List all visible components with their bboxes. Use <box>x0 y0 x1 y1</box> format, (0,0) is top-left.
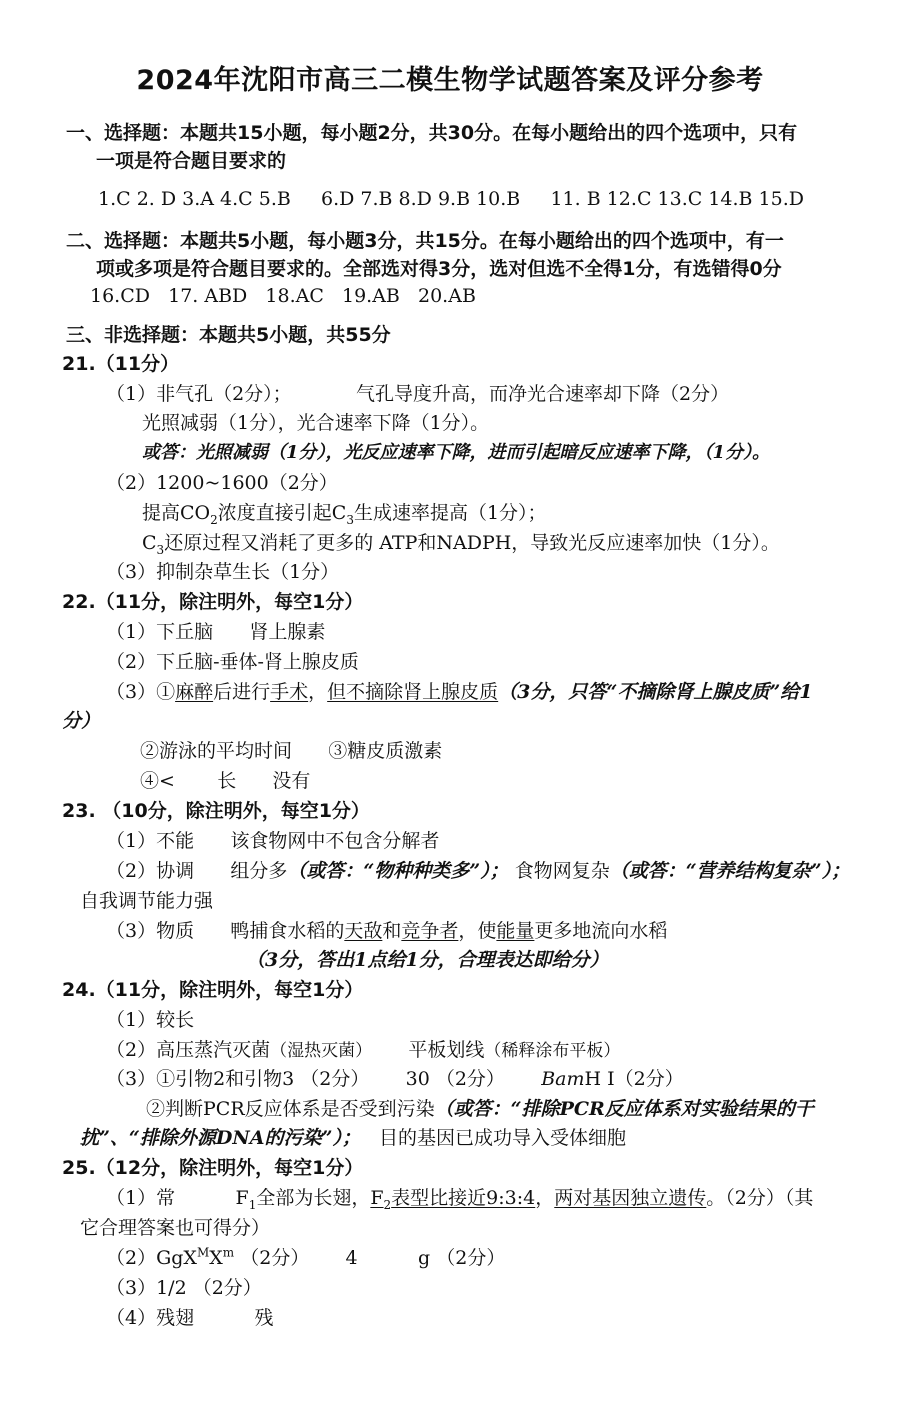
q22-part3-answer: （3）①麻醉后进行手术，但不摘除肾上腺皮质（3分，只答“不摘除肾上腺皮质”给1 <box>106 681 813 703</box>
q23-part3-note: （3分，答出1点给1分，合理表达即给分） <box>246 949 609 971</box>
q24-part3-answer: （3）①引物2和引物3 （2分） 30 （2分） BamH I（2分） <box>106 1068 684 1090</box>
section-1-heading-cont: 一项是符合题目要求的 <box>96 150 287 172</box>
q25-heading: 25.（12分，除注明外，每空1分） <box>62 1157 364 1179</box>
q24-part1-answer: （1）较长 <box>106 1009 195 1031</box>
q21-part1-answer-b: 气孔导度升高，而净光合速率却下降（2分） <box>356 383 730 405</box>
q24-part2-answer: （2）高压蒸汽灭菌（湿热灭菌） 平板划线（稀释涂布平板） <box>106 1039 621 1061</box>
q21-part2-answer-c: $C_3$还原过程又消耗了更多的 ATP和NADPH，导致光反应速率加快（1分）。 <box>142 532 780 557</box>
q22-part2-answer: （2）下丘脑-垂体-肾上腺皮质 <box>106 651 359 673</box>
q23-part1-answer: （1）不能 该食物网中不包含分解者 <box>106 830 440 852</box>
section-2-heading: 二、选择题：本题共5小题，每小题3分，共15分。在每小题给出的四个选项中，有一 <box>66 230 784 252</box>
q21-part2-answer-b: 提高$CO_2$浓度直接引起$C_3$生成速率提高（1分）； <box>142 502 547 527</box>
q25-part2-answer: $(2)GgX^MX^m$ （2分） 4 g （2分） <box>106 1245 506 1269</box>
q21-part1-answer-c: 光照减弱（1分），光合速率下降（1分）。 <box>142 412 490 434</box>
q25-part3-answer: （3）1/2 （2分） <box>106 1277 262 1299</box>
q23-part2-answer-cont: 自我调节能力强 <box>80 890 214 912</box>
q22-heading: 22.（11分，除注明外，每空1分） <box>62 591 364 613</box>
section-3-heading: 三、非选择题：本题共5小题，共55分 <box>66 324 391 346</box>
q25-part4-answer: （4）残翅 残 <box>106 1307 274 1329</box>
q21-part1-answer-a: （1）非气孔（2分）； <box>106 383 292 405</box>
q24-part3-answer-b-cont: 扰”、“排除外源DNA的污染”）； 目的基因已成功导入受体细胞 <box>80 1127 627 1149</box>
q21-part1-alt-answer: 或答：光照减弱（1分），光反应速率下降，进而引起暗反应速率下降，（1分）。 <box>142 442 771 463</box>
section-1-heading: 一、选择题：本题共15小题，每小题2分，共30分。在每小题给出的四个选项中，只有 <box>66 122 798 144</box>
q21-heading: 21.（11分） <box>62 353 180 375</box>
q23-heading: 23. （10分，除注明外，每空1分） <box>62 800 370 822</box>
q25-part1-answer: （1）常 $F_1$全部为长翅，$F_2$表型比接近9:3:4，两对基因独立遗传。（2分）（其 <box>106 1187 814 1212</box>
q24-heading: 24.（11分，除注明外，每空1分） <box>62 979 364 1001</box>
q24-part3-answer-b: ②判断PCR反应体系是否受到污染（或答：“排除PCR反应体系对实验结果的干 <box>146 1098 814 1120</box>
q21-part3-answer: （3）抑制杂草生长（1分） <box>106 561 340 583</box>
q23-part3-answer: （3）物质 鸭捕食水稻的天敌和竞争者，使能量更多地流向水稻 <box>106 920 668 942</box>
q22-part1-answer: （1）下丘脑 肾上腺素 <box>106 621 326 643</box>
q21-part2-answer-a: （2）1200~1600（2分） <box>106 472 338 494</box>
q22-part3-answer-b: ②游泳的平均时间 ③糖皮质激素 <box>140 740 443 762</box>
q23-part2-answer: （2）协调 组分多（或答：“物种种类多”）； 食物网复杂（或答：“营养结构复杂”）； <box>106 860 851 882</box>
q22-part3-note-cont: 分） <box>62 710 101 732</box>
q22-part3-answer-c: ④< 长 没有 <box>140 770 311 792</box>
q25-part1-answer-cont: 它合理答案也可得分） <box>80 1217 271 1239</box>
section-1-answers: 1.C 2. D 3.A 4.C 5.B 6.D 7.B 8.D 9.B 10.B 11. B 12.C 13.C 14.B 15.D <box>98 188 804 210</box>
section-2-heading-cont: 项或多项是符合题目要求的。全部选对得3分，选对但选不全得1分，有选错得0分 <box>96 258 782 280</box>
page-title: 2024年沈阳市高三二模生物学试题答案及评分参考 <box>136 65 764 96</box>
section-2-answers: 16.CD 17. ABD 18.AC 19.AB 20.AB <box>90 285 476 307</box>
